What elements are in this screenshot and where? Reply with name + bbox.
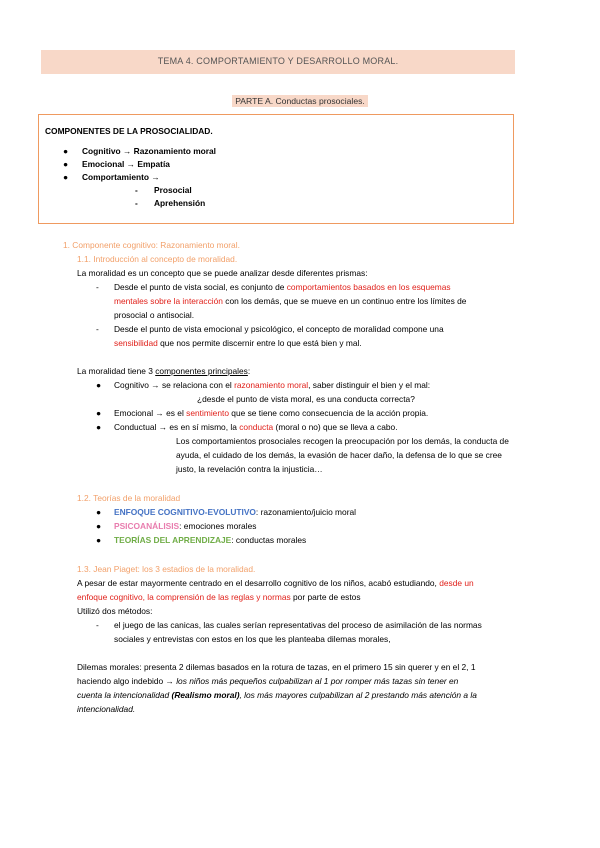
text-run: La moralidad tiene 3 [77,366,156,376]
bullet-dot: ● [96,535,102,545]
text-run: Emocional → es el [114,408,187,418]
paragraph-line: Dilemas morales: presenta 2 dilemas basados en la rotura de tazas, en el primero 15 sin querer y en el 2, 1 [77,662,476,672]
theory-name: TEORÍAS DEL APRENDIZAJE [114,535,232,545]
paragraph-line: justo, la revelación contra la injusticia… [176,464,323,474]
text-run: , saber distinguir el bien y el mal: [308,380,431,390]
text-run: Cognitivo → se relaciona con el [114,380,235,390]
summary-box-title: COMPONENTES DE LA PROSOCIALIDAD. [45,126,213,136]
sub-list-item: Aprehensión [154,198,206,208]
paragraph-line: Los comportamientos prosociales recogen la preocupación por los demás, la conducta de [176,436,509,446]
sub-list-dash: - [135,198,138,208]
paragraph-line: intencionalidad. [77,704,136,714]
paragraph-line: ayuda, el cuidado de los demás, la evasión de hacer daño, la defensa de lo que se cree [176,450,502,460]
document-title: TEMA 4. COMPORTAMIENTO Y DESARROLLO MORAL. [157,56,399,67]
text-run: que nos permite discernir entre lo que está bien y mal. [157,338,362,348]
text-run: con los demás, que se mueve en un continuo entre los límites de [222,296,467,306]
paragraph-line: Desde el punto de vista emocional y psicológico, el concepto de moralidad compone una [114,324,444,334]
text-run: (moral o no) que se lleva a cabo. [273,422,398,432]
list-item-label: Emocional → Empatía [82,159,170,169]
underlined-text: componentes principales [155,366,248,376]
italic-text: cuenta la intencionalidad [77,690,172,700]
text-run: Conductual → es en sí mismo, la [114,422,240,432]
highlight-text: mentales sobre la interacción [114,296,223,306]
theory-item [114,521,256,532]
highlight-text: conducta [239,422,274,432]
theory-item [114,535,306,546]
paragraph-line [77,592,361,603]
highlight-text: razonamiento moral [234,380,309,390]
dash-bullet: - [96,324,99,334]
bullet-dot: ● [96,380,102,390]
paragraph: La moralidad es un concepto que se puede analizar desde diferentes prismas: [77,268,368,278]
section-heading: 1. Componente cognitivo: Razonamiento moral. [63,240,240,250]
subsection-heading: 1.1. Introducción al concepto de moralidad. [77,254,238,264]
text-run: A pesar de estar mayormente centrado en el desarrollo cognitivo de los niños, acabó estudiando, [77,578,440,588]
part-heading-text: PARTE A. Conductas prosociales. [232,95,368,107]
theory-name: ENFOQUE COGNITIVO-EVOLUTIVO [114,507,256,517]
text-run: : [247,366,251,376]
bullet-dot: ● [96,422,102,432]
sub-list-item: Prosocial [154,185,192,195]
highlight-text: sensibilidad [114,338,158,348]
bullet-dot: ● [96,408,102,418]
paragraph-line: ¿desde el punto de vista moral, es una conducta correcta? [197,394,415,404]
paragraph-line [77,366,250,377]
paragraph-line [77,676,458,687]
bold-italic-text: (Realismo moral) [171,690,240,700]
list-item-label: Comportamiento → [82,172,160,182]
text-run: : emociones morales [179,521,257,531]
sub-list-dash: - [135,185,138,195]
paragraph-line [114,296,466,307]
text-run: por parte de estos [290,592,361,602]
bullet-dot: ● [96,521,102,531]
paragraph-line: el juego de las canicas, las cuales serían representativas del proceso de asimilación de las normas [114,620,482,630]
paragraph-line [77,578,474,589]
subsection-heading: 1.2. Teorías de la moralidad [77,493,181,503]
dash-bullet: - [96,282,99,292]
paragraph-line: prosocial o antisocial. [114,310,195,320]
text-run: Desde el punto de vista social, es conjunto de [114,282,287,292]
paragraph-line [114,282,451,293]
paragraph-line [114,408,428,419]
paragraph-line [114,422,398,433]
bullet-dot: ● [96,507,102,517]
paragraph-line: Utilizó dos métodos: [77,606,153,616]
highlight-text: desde un [439,578,474,588]
paragraph-line: sociales y entrevistas con estos en los que les planteaba dilemas morales, [114,634,391,644]
subsection-heading: 1.3. Jean Piaget: los 3 estadios de la moralidad. [77,564,256,574]
text-run: que se tiene como consecuencia de la acción propia. [228,408,429,418]
highlight-text: comportamientos basados en los esquemas [286,282,451,292]
theory-name: PSICOANÁLISIS [114,521,180,531]
paragraph-line [114,338,362,349]
highlight-text: sentimiento [186,408,229,418]
italic-text: , los más mayores culpabilizan al 2 prestando más atención a la [239,690,477,700]
list-item-label: Cognitivo → Razonamiento moral [82,146,217,156]
text-run: : razonamiento/juicio moral [255,507,357,517]
paragraph-line [77,690,477,701]
part-heading [0,96,600,107]
italic-text: los niños más pequeños culpabilizan al 1 por romper más tazas sin tener en [176,676,459,686]
theory-item [114,507,356,518]
dash-bullet: - [96,620,99,630]
document-title-band [41,50,515,74]
text-run: haciendo algo indebido → [77,676,177,686]
highlight-text: enfoque cognitivo, la comprensión de las reglas y normas [77,592,291,602]
text-run: : conductas morales [231,535,307,545]
paragraph-line [114,380,430,391]
